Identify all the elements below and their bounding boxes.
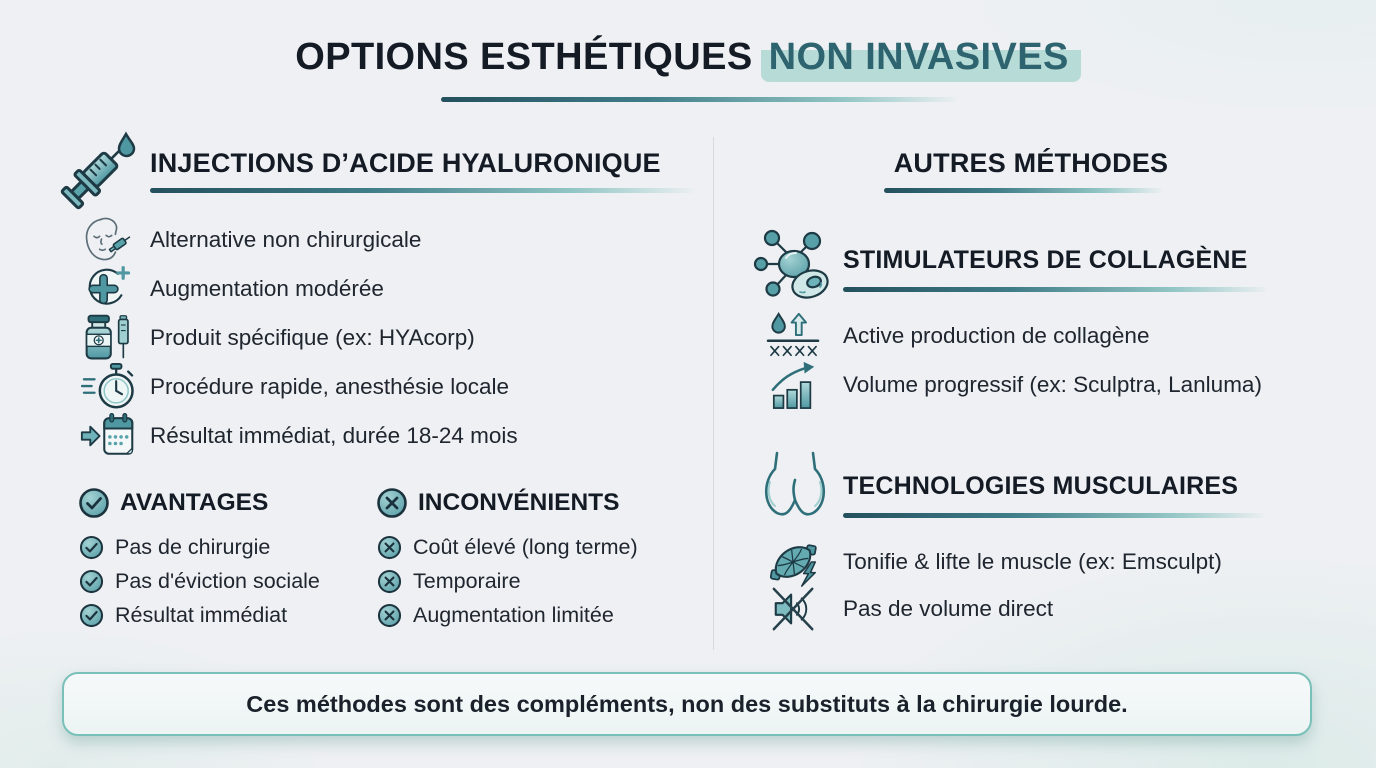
list-item [80, 410, 518, 462]
buttocks-icon [757, 449, 833, 533]
plus-circle-icon [80, 263, 136, 315]
list-item [765, 536, 1222, 588]
face-injection-icon [80, 214, 136, 266]
list-item [80, 214, 421, 266]
list-item [765, 310, 1149, 362]
advantages-header [78, 486, 268, 520]
right-column-header: AUTRES MÉTHODES [893, 148, 1169, 178]
muscle-icon [765, 536, 823, 588]
left-column-header: INJECTIONS D’ACIDE HYALURONIQUE [150, 148, 661, 178]
check-circle-icon [78, 487, 110, 519]
advantage-item [78, 532, 270, 562]
x-circle-icon [376, 569, 402, 594]
list-item-label: Active production de collagène [843, 323, 1150, 348]
advantage-item [78, 600, 287, 630]
advantage-item [78, 566, 320, 596]
muscle-underline [843, 513, 1264, 518]
list-item-label: Pas de volume direct [843, 596, 1054, 621]
section-title-muscle: TECHNOLOGIES MUSCULAIRES [843, 472, 1239, 500]
advantage-label: Résultat immédiat [115, 602, 288, 627]
list-item [765, 359, 1262, 411]
advantages-title: AVANTAGES [120, 489, 269, 516]
drawback-item [376, 532, 638, 562]
syringe-icon [50, 124, 144, 218]
no-volume-icon [765, 583, 823, 635]
title-underline [441, 97, 957, 102]
drawback-label: Coût élevé (long terme) [413, 534, 638, 559]
list-item-label: Augmentation modérée [150, 276, 384, 301]
skin-boost-icon [765, 310, 823, 362]
list-item-label: Résultat immédiat, durée 18-24 mois [150, 423, 518, 448]
drawbacks-header [376, 486, 619, 520]
drawbacks-title: INCONVÉNIENTS [418, 489, 620, 516]
check-circle-icon [78, 603, 104, 628]
list-item-label: Produit spécifique (ex: HYAcorp) [150, 325, 475, 350]
column-divider [713, 137, 714, 650]
molecule-cells-icon [752, 224, 834, 306]
advantage-label: Pas d'éviction sociale [115, 568, 320, 593]
footer-note: Ces méthodes sont des compléments, non des substituts à la chirurgie lourde. [246, 690, 1128, 717]
advantage-label: Pas de chirurgie [115, 534, 271, 559]
growth-chart-icon [765, 359, 823, 411]
list-item-label: Alternative non chirurgicale [150, 227, 422, 252]
stopwatch-icon [80, 361, 136, 413]
page-title-plain: OPTIONS ESTHÉTIQUES [295, 36, 753, 78]
page-title-highlight: NON INVASIVES [761, 36, 1081, 82]
check-circle-icon [78, 535, 104, 560]
x-circle-icon [376, 535, 402, 560]
list-item-label: Procédure rapide, anesthésie locale [150, 374, 509, 399]
x-circle-icon [376, 487, 408, 519]
collagen-underline [843, 287, 1267, 292]
check-circle-icon [78, 569, 104, 594]
drawback-item [376, 600, 614, 630]
drawback-label: Temporaire [413, 568, 521, 593]
calendar-arrow-icon [80, 410, 136, 462]
list-item-label: Volume progressif (ex: Sculptra, Lanluma) [843, 372, 1262, 397]
list-item [80, 312, 475, 364]
vial-syringe-icon [80, 312, 136, 364]
section-title-collagen: STIMULATEURS DE COLLAGÈNE [843, 246, 1248, 274]
right-header-underline [884, 188, 1162, 193]
list-item [765, 583, 1053, 635]
list-item [80, 263, 384, 315]
list-item [80, 361, 509, 413]
drawback-label: Augmentation limitée [413, 602, 614, 627]
list-item-label: Tonifie & lifte le muscle (ex: Emsculpt) [843, 549, 1222, 574]
page-title [0, 36, 1376, 79]
footer-note-banner [62, 672, 1312, 736]
x-circle-icon [376, 603, 402, 628]
left-header-underline [150, 188, 694, 193]
drawback-item [376, 566, 521, 596]
